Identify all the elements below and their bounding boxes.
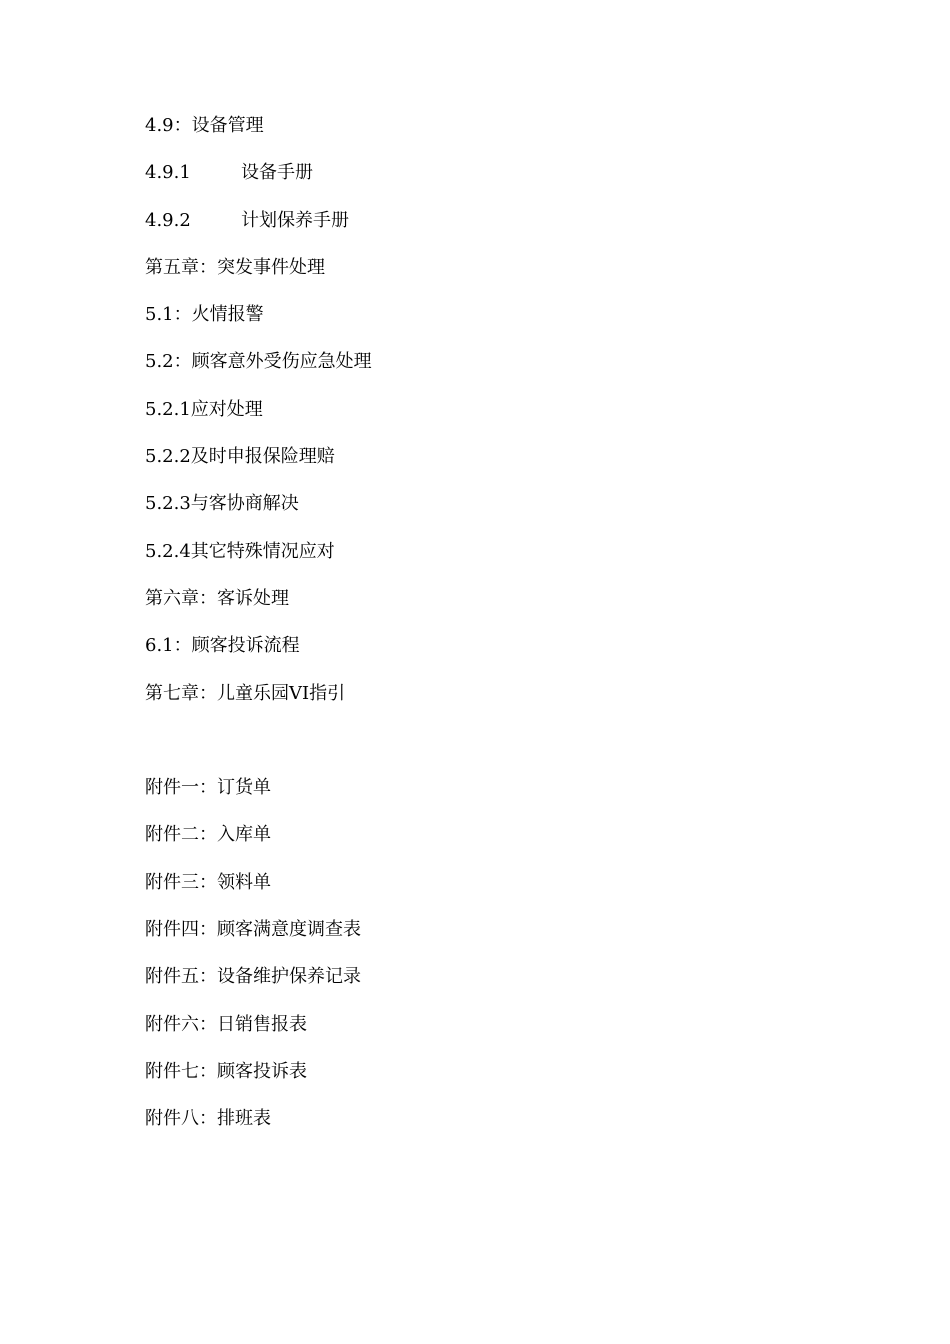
appendix-item: 附件八：排班表 (145, 1108, 271, 1130)
toc-chapter-7: 第七章：儿童乐园VI指引 (145, 682, 346, 704)
toc-entry-number: 4.9.1 (145, 162, 191, 184)
appendix-item: 附件七：顾客投诉表 (145, 1060, 307, 1082)
toc-entry-5-2-1: 5.2.1应对处理 (145, 398, 263, 420)
toc-entry-6-1: 6.1：顾客投诉流程 (145, 635, 300, 657)
toc-chapter-6: 第六章：客诉处理 (145, 587, 289, 609)
toc-entry-5-2-2: 5.2.2及时申报保险理赔 (145, 446, 335, 468)
toc-entry-title: 计划保养手册 (241, 209, 349, 231)
appendix-item: 附件二：入库单 (145, 824, 271, 846)
toc-entry-4-9-1 (145, 159, 845, 206)
appendix-item: 附件六：日销售报表 (145, 1013, 307, 1035)
appendix-item: 附件一：订货单 (145, 777, 271, 799)
appendix-item: 附件四：顾客满意度调查表 (145, 919, 361, 941)
toc-entry-4-9: 4.9：设备管理 (145, 115, 264, 136)
toc-entry-5-1: 5.1：火情报警 (145, 304, 264, 326)
toc-entry-number: 4.9.2 (145, 209, 191, 231)
toc-entry-5-2: 5.2：顾客意外受伤应急处理 (145, 351, 372, 373)
appendix-item: 附件三：领料单 (145, 871, 271, 893)
toc-entry-title: 设备手册 (241, 162, 313, 184)
toc-entry-4-9-2 (145, 207, 845, 254)
section-spacer (145, 727, 845, 774)
table-of-contents (145, 112, 845, 1153)
appendix-item: 附件五：设备维护保养记录 (145, 966, 361, 988)
toc-chapter-5: 第五章：突发事件处理 (145, 256, 325, 278)
toc-entry-5-2-3: 5.2.3与客协商解决 (145, 493, 299, 515)
toc-entry-5-2-4: 5.2.4其它特殊情况应对 (145, 540, 335, 562)
